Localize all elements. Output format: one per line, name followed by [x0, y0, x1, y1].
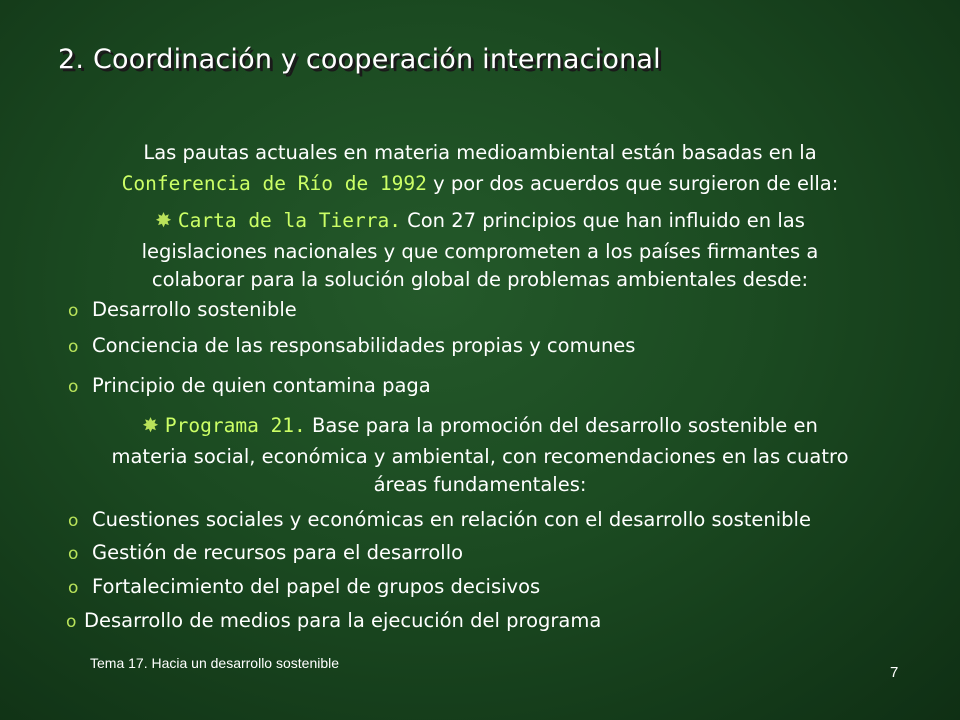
- circle-bullet-icon: o: [68, 301, 79, 321]
- section1-line-1: [40, 205, 920, 236]
- slide-title: 2. Coordinación y cooperación internacional: [58, 44, 661, 75]
- section2-line-1: [40, 410, 920, 441]
- intro-line-1: [40, 137, 920, 168]
- list-item-text: Principio de quien contamina paga: [92, 374, 431, 397]
- circle-bullet-icon: o: [68, 544, 79, 564]
- sun-bullet-icon: ✸: [155, 208, 172, 232]
- list-item-text: Desarrollo sostenible: [92, 298, 297, 321]
- list-item: [66, 609, 601, 632]
- section2-line-3: áreas fundamentales:: [373, 473, 587, 496]
- section1-line-3: colaborar para la solución global de problemas ambientales desde:: [151, 268, 809, 291]
- list-item-text: Desarrollo de medios para la ejecución del programa: [84, 609, 602, 632]
- circle-bullet-icon: o: [68, 578, 79, 598]
- footer-text: Tema 17. Hacia un desarrollo sostenible: [90, 655, 340, 671]
- list-item-text: Conciencia de las responsabilidades propias y comunes: [92, 334, 636, 357]
- section2-name: Programa 21.: [164, 414, 306, 437]
- sun-bullet-icon: ✸: [142, 413, 159, 437]
- list-item: [68, 374, 431, 397]
- page-number: 7: [890, 664, 899, 681]
- list-item-text: Cuestiones sociales y económicas en relación con el desarrollo sostenible: [92, 508, 811, 531]
- list-item: [68, 508, 811, 531]
- section2-text-1: Base para la promoción del desarrollo sostenible en: [305, 414, 818, 437]
- intro-line-2: [40, 168, 920, 199]
- circle-bullet-icon: o: [66, 612, 77, 632]
- intro-text-1: Las pautas actuales en materia medioambiental están basadas en la: [143, 141, 817, 164]
- list-item: [68, 298, 297, 321]
- circle-bullet-icon: o: [68, 377, 79, 397]
- circle-bullet-icon: o: [68, 337, 79, 357]
- section2-line-2: materia social, económica y ambiental, con recomendaciones en las cuatro: [111, 445, 849, 468]
- circle-bullet-icon: o: [68, 511, 79, 531]
- conference-highlight: Conferencia de Río de 1992: [121, 172, 427, 195]
- list-item-text: Gestión de recursos para el desarrollo: [92, 541, 464, 564]
- intro-text-2: y por dos acuerdos que surgieron de ella:: [426, 172, 839, 195]
- section1-line-2: legislaciones nacionales y que comprometen a los países firmantes a: [141, 240, 819, 263]
- list-item-text: Fortalecimiento del papel de grupos decisivos: [92, 575, 541, 598]
- section1-text-1: Con 27 principios que han influido en las: [400, 209, 805, 232]
- section1-name: Carta de la Tierra.: [177, 209, 401, 232]
- list-item: [68, 541, 463, 564]
- list-item: [68, 334, 635, 357]
- list-item: [68, 575, 540, 598]
